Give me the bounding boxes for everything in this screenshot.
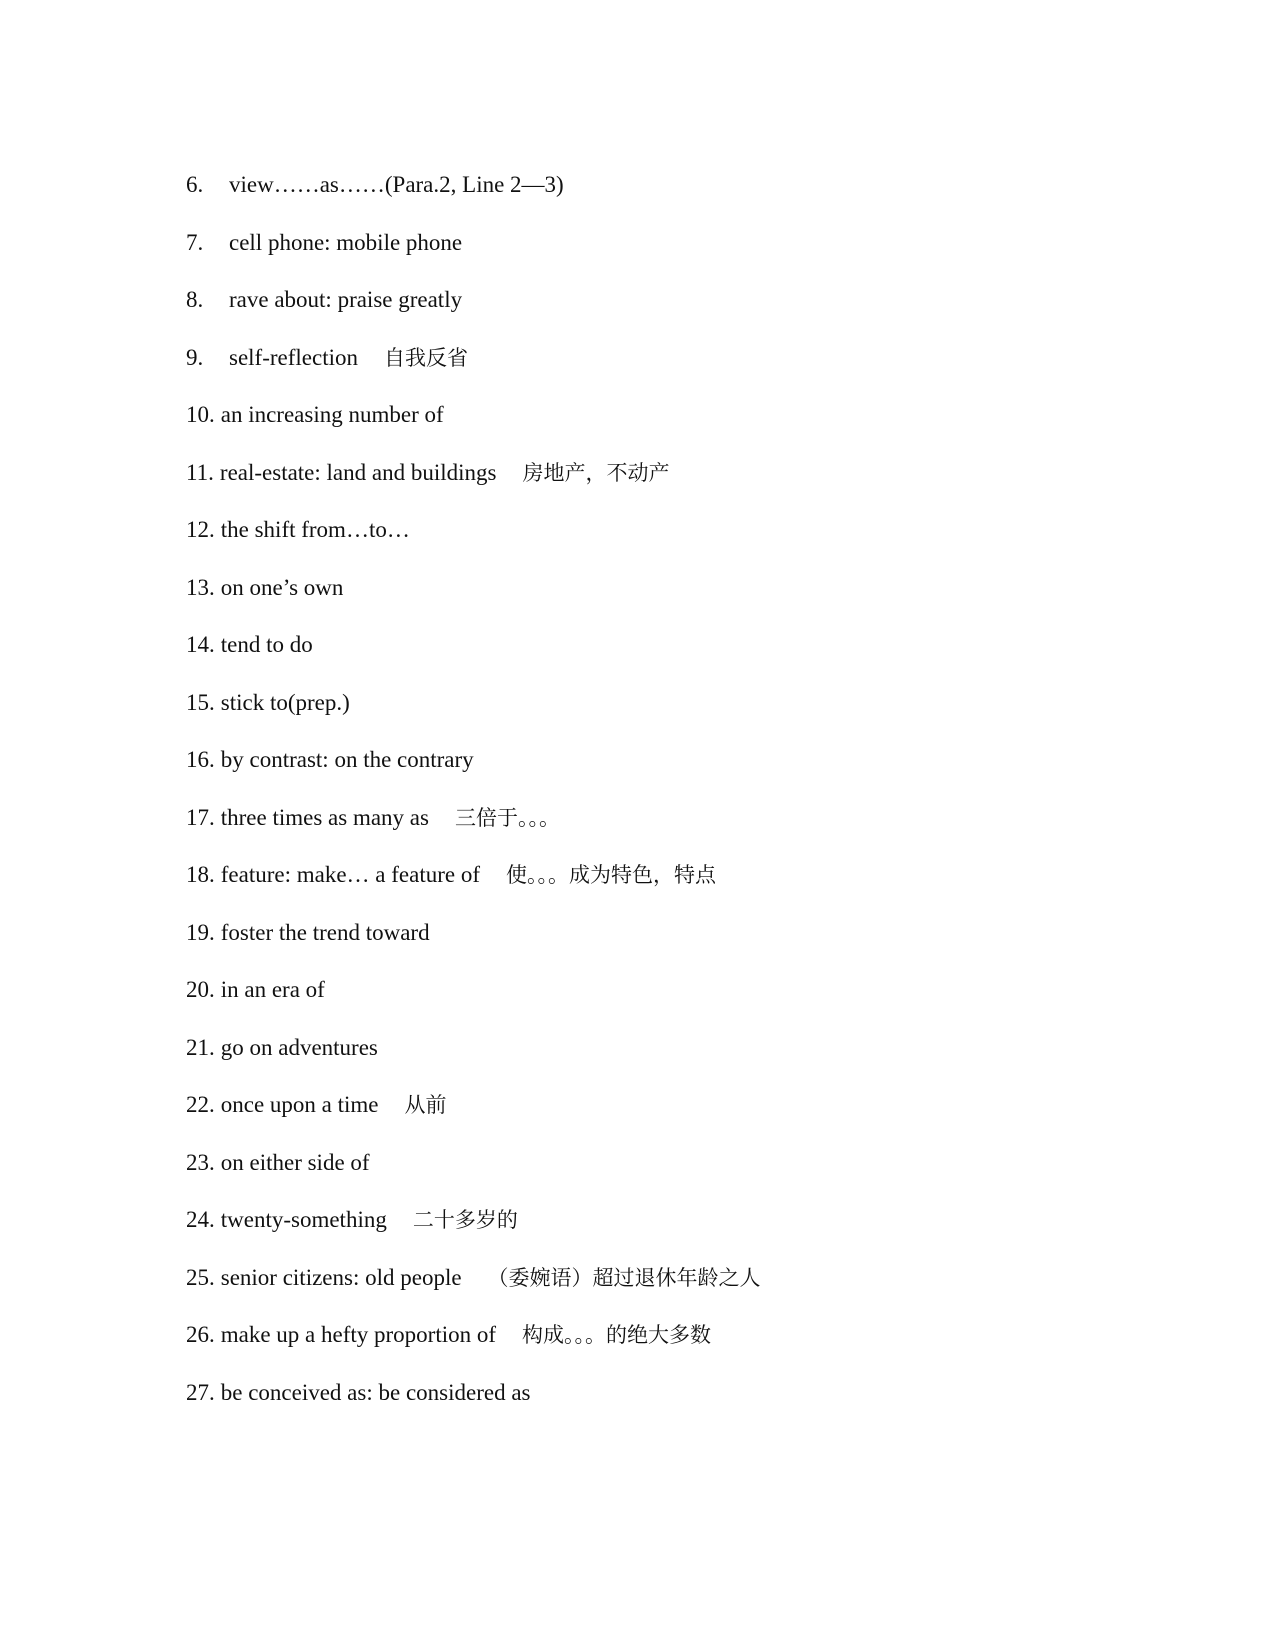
item-term: on one’s own <box>220 574 344 600</box>
list-item <box>186 1146 761 1204</box>
item-term: stick to(prep.) <box>220 689 350 715</box>
item-term: make up a hefty proportion of <box>220 1322 497 1347</box>
item-chinese-gloss: 构成。。。的绝大多数 <box>522 1323 712 1347</box>
item-term: senior citizens: old people <box>220 1264 462 1290</box>
item-term: by contrast: on the contrary <box>220 747 474 772</box>
list-item <box>186 456 761 514</box>
item-term: rave about: praise greatly <box>229 287 463 312</box>
item-term: self-reflection <box>229 344 358 370</box>
list-item <box>186 686 761 744</box>
item-number: 16. <box>186 747 215 772</box>
item-number: 27. <box>186 1379 215 1405</box>
item-number: 11. <box>186 459 214 485</box>
item-number: 24. <box>186 1207 215 1232</box>
list-item <box>186 1088 761 1146</box>
item-number: 6. <box>186 172 204 197</box>
item-number: 18. <box>186 862 215 887</box>
item-number: 17. <box>186 804 215 830</box>
item-term: foster the trend toward <box>220 919 430 945</box>
item-term: twenty-something <box>220 1207 387 1232</box>
item-term: three times as many as <box>220 804 429 830</box>
item-number: 14. <box>186 632 215 657</box>
item-term: in an era of <box>220 977 325 1002</box>
item-term: real-estate: land and buildings <box>219 459 497 485</box>
item-number: 23. <box>186 1149 215 1175</box>
item-number: 13. <box>186 574 215 600</box>
item-chinese-gloss: （委婉语）超过退休年龄之人 <box>487 1265 761 1290</box>
item-term: cell phone: mobile phone <box>229 229 463 255</box>
list-item <box>186 801 761 859</box>
item-number: 20. <box>186 977 215 1002</box>
item-number: 21. <box>186 1034 215 1060</box>
item-chinese-gloss: 三倍于。。。 <box>454 805 560 830</box>
list-item <box>186 571 761 629</box>
item-number: 19. <box>186 919 215 945</box>
item-number: 10. <box>186 402 215 427</box>
list-item <box>186 1318 761 1376</box>
item-chinese-gloss: 二十多岁的 <box>412 1208 518 1232</box>
list-item <box>186 916 761 974</box>
list-item <box>186 743 761 801</box>
item-term: view……as……(Para.2, Line 2—3) <box>229 172 564 197</box>
item-chinese-gloss: 房地产，不动产 <box>522 460 670 485</box>
item-term: tend to do <box>220 632 313 657</box>
item-chinese-gloss: 自我反省 <box>383 345 468 370</box>
item-number: 9. <box>186 344 204 370</box>
item-term: once upon a time <box>220 1092 379 1117</box>
item-term: go on adventures <box>220 1034 378 1060</box>
item-number: 7. <box>186 229 204 255</box>
item-term: feature: make… a feature of <box>220 862 480 887</box>
item-number: 12. <box>186 517 215 542</box>
item-number: 26. <box>186 1322 215 1347</box>
list-item <box>186 283 761 341</box>
vocabulary-list <box>186 168 761 1433</box>
item-term: an increasing number of <box>220 402 444 427</box>
item-number: 15. <box>186 689 215 715</box>
item-number: 22. <box>186 1092 215 1117</box>
list-item <box>186 1031 761 1089</box>
item-term: the shift from…to… <box>220 517 410 542</box>
item-number: 25. <box>186 1264 215 1290</box>
item-number: 8. <box>186 287 204 312</box>
list-item <box>186 226 761 284</box>
item-term: on either side of <box>220 1149 370 1175</box>
list-item <box>186 1203 761 1261</box>
list-item <box>186 1261 761 1319</box>
list-item <box>186 513 761 571</box>
list-item <box>186 628 761 686</box>
list-item <box>186 168 761 226</box>
item-chinese-gloss: 从前 <box>404 1093 447 1117</box>
list-item <box>186 858 761 916</box>
item-term: be conceived as: be considered as <box>220 1379 531 1405</box>
list-item <box>186 398 761 456</box>
list-item <box>186 341 761 399</box>
list-item <box>186 973 761 1031</box>
item-chinese-gloss: 使。。。成为特色，特点 <box>505 863 716 887</box>
list-item <box>186 1376 761 1434</box>
